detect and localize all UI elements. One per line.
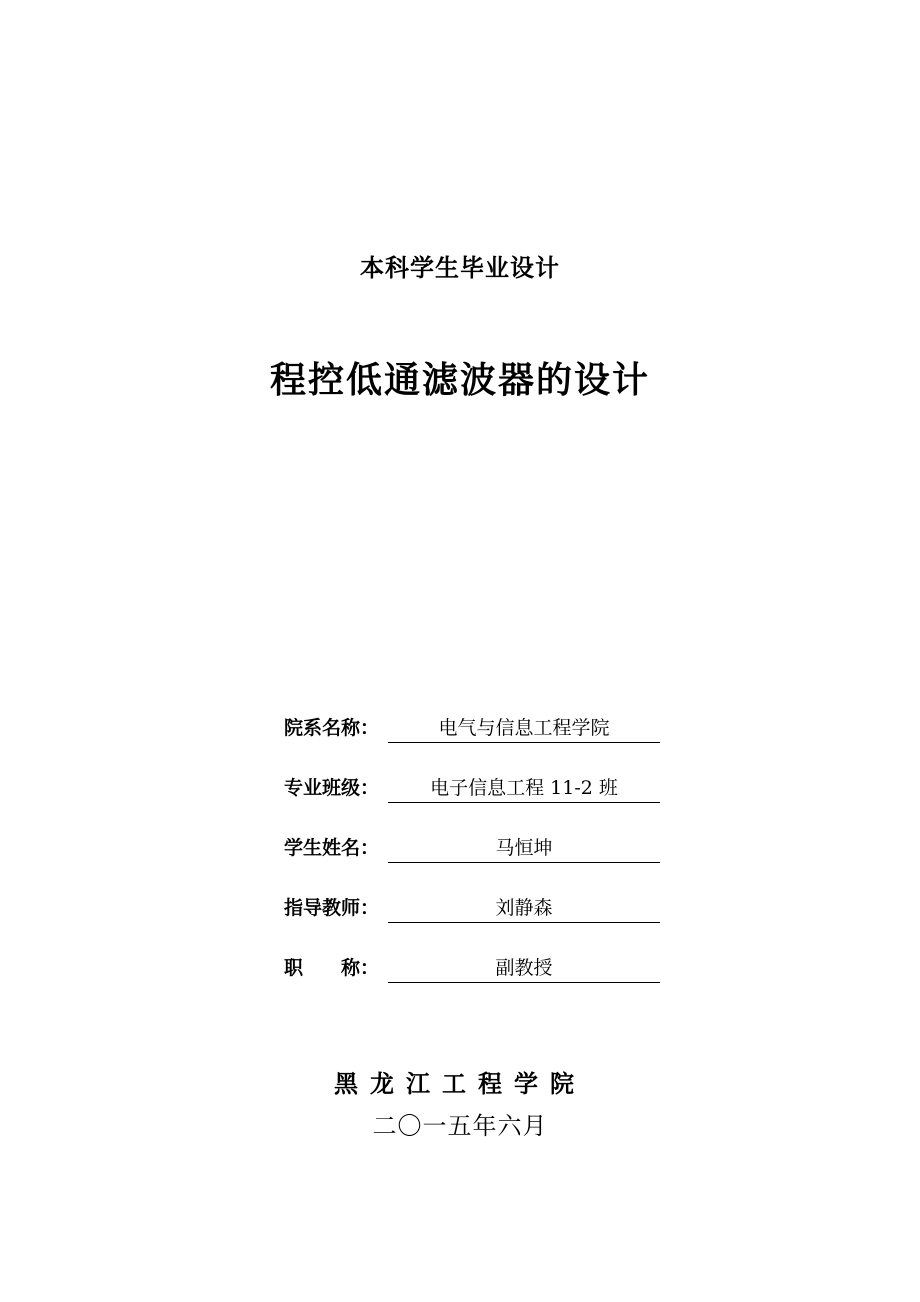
info-row-title [284, 952, 684, 1012]
department-value: 电气与信息工程学院 [388, 712, 660, 743]
info-row-student [284, 832, 684, 892]
advisor-title-label: 职 称： [284, 957, 380, 979]
class-value: 电子信息工程 11-2 班 [388, 772, 660, 803]
student-label: 学生姓名： [284, 837, 380, 859]
thesis-title: 程控低通滤波器的设计 [269, 360, 650, 401]
info-row-department [284, 712, 684, 772]
class-label: 专业班级： [284, 777, 380, 799]
submission-date: 二〇一五年六月 [372, 1112, 548, 1140]
advisor-title-value: 副教授 [388, 952, 660, 983]
info-block [284, 712, 684, 1012]
document-type: 本科学生毕业设计 [360, 254, 560, 282]
department-label: 院系名称： [284, 717, 380, 739]
info-row-class [284, 772, 684, 832]
advisor-value: 刘静森 [388, 892, 660, 923]
student-value: 马恒坤 [388, 832, 660, 863]
info-row-advisor [284, 892, 684, 952]
advisor-label: 指导教师： [284, 897, 380, 919]
school-name: 黑龙江工程学院 [334, 1070, 586, 1098]
